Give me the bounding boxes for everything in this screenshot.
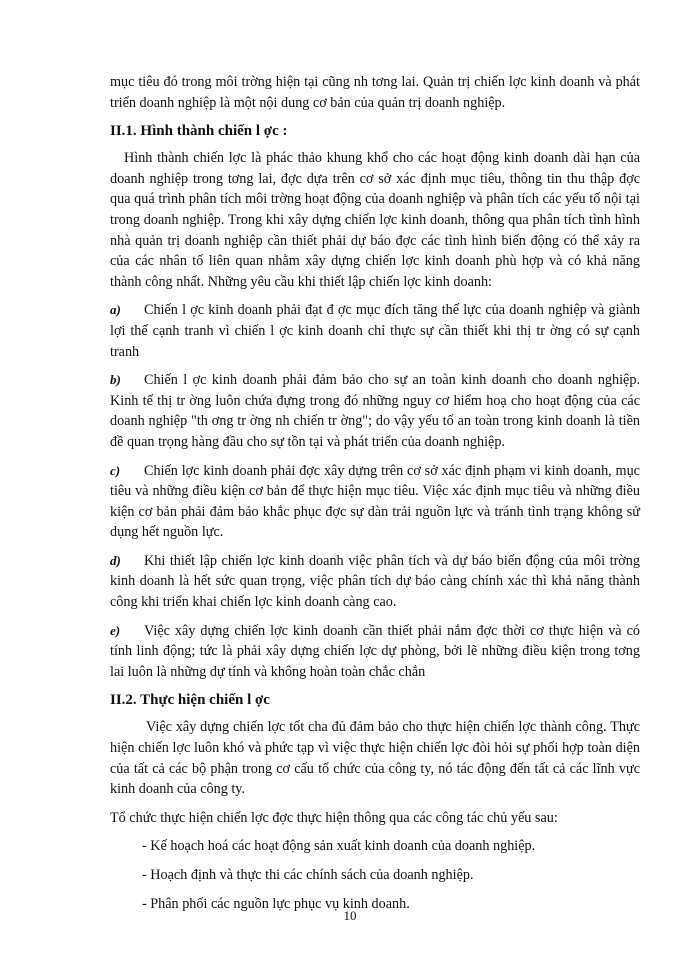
- section-heading-1: II.1. Hình thành chiến l ợc :: [110, 123, 288, 140]
- list-marker: d): [110, 552, 121, 568]
- list-item-c: [110, 461, 640, 543]
- list-item-text: Chiến l ợc kinh doanh phải đạt đ ợc mục đích tăng thế lực của doanh nghiệp và giành lợi thế cạnh tranh vì chiến l ợc kinh doanh chỉ thực sự cần thiết khi thị tr ờng có sự cạnh tranh: [110, 302, 640, 360]
- section2-paragraph-1: Việc xây dựng chiến lợc tốt cha đủ đảm bảo cho thực hiện chiến lợc thành công. Thực hiện chiến lợc luôn khó và phức tạp vì việc thực hiện chiến lợc đòi hỏi sự phối hợp toàn diện của tất cả các bộ phận trong cơ cấu tổ chức của công ty, nó tác động đến tất cả các lĩnh vực kinh doanh của công ty.: [110, 719, 640, 798]
- list-item-d: [110, 551, 640, 613]
- list-item-b: [110, 370, 640, 452]
- list-marker: b): [110, 372, 121, 388]
- list-marker: e): [110, 622, 121, 638]
- page-content: [110, 72, 640, 922]
- bullet-item-2: - Hoạch định và thực thi các chính sách của doanh nghiệp.: [142, 867, 474, 883]
- section1-paragraph: Hình thành chiến lợc là phác thảo khung khổ cho các hoạt động kinh doanh dài hạn của doanh nghiệp trong tơng lai, đợc dựa trên cơ sở xác định mục tiêu, thông tin thu thập đợc qua quá trình phân tích môi trờng hoạt động của doanh nghiệp và phân tích các yếu tố nội tại trong doanh nghiệp. Trong khi xây dựng chiến lợc kinh doanh, thông qua phân tích tình hình nhà quản trị doanh nghiệp cần thiết phải dự báo đợc các tình hình biến động có thể xảy ra của các nhân tố liên quan nhằm xây dựng chiến lợc kinh doanh phù hợp và có khả năng thành công nhất. Những yêu cầu khi thiết lập chiến lợc kinh doanh:: [110, 150, 640, 290]
- page-number: 10: [343, 908, 357, 923]
- section-heading-2: II.2. Thực hiện chiến l ợc: [110, 692, 270, 709]
- intro-paragraph: mục tiêu đó trong môi trờng hiện tại cũng nh tơng lai. Quản trị chiến lợc kinh doanh và phát triển doanh nghiệp là một nội dung cơ bản của quản trị doanh nghiệp.: [110, 74, 640, 111]
- section2-paragraph-2: Tổ chức thực hiện chiến lợc đợc thực hiện thông qua các công tác chủ yếu sau:: [110, 809, 558, 826]
- bullet-item-3: - Phân phối các nguồn lực phục vụ kinh doanh.: [142, 895, 410, 912]
- bullet-item-1: - Kế hoạch hoá các hoạt động sản xuất kinh doanh của doanh nghiệp.: [142, 838, 536, 855]
- list-item-text: Chiến lợc kinh doanh phải đợc xây dựng trên cơ sở xác định phạm vi kinh doanh, mục tiêu và những điều kiện cơ bản để thực hiện mục tiêu. Việc xác định mục tiêu và những điều kiện cơ bản phải đảm bảo khắc phục đợc sự dàn trải nguồn lực và tránh tình trạng không sử dụng hết nguồn lực.: [110, 462, 640, 541]
- list-item-text: Việc xây dựng chiến lợc kinh doanh cần thiết phải nắm đợc thời cơ thực hiện và có tính linh động; tức là phải xây dựng chiến lợc dự phòng, bởi lẽ những điều kiện trong tơng lai luôn là những dự tính và không hoàn toàn chắc chắn: [110, 622, 640, 680]
- list-item-text: Chiến l ợc kinh doanh phải đảm bảo cho sự an toàn kinh doanh cho doanh nghiệp. Kinh tế thị tr ờng luôn chứa đựng trong đó những nguy cơ hiểm hoạ cho hoạt động của các doanh nghiệp "th ơng tr ờng nh chiến tr ờng"; do vậy yếu tố an toàn trong kinh doanh là tiền đề quan trọng hàng đầu cho sự tồn tại và phát triển của doanh nghiệp.: [110, 372, 640, 450]
- list-item-e: [110, 621, 640, 683]
- list-marker: c): [110, 462, 121, 478]
- list-marker: a): [110, 302, 121, 318]
- list-item-a: [110, 300, 640, 362]
- list-item-text: Khi thiết lập chiến lợc kinh doanh việc phân tích và dự báo biến động của môi trờng kinh doanh là hết sức quan trọng, việc phân tích dự báo càng chính xác thì khả năng thành công khi triển khai chiến lợc kinh doanh càng cao.: [110, 552, 640, 611]
